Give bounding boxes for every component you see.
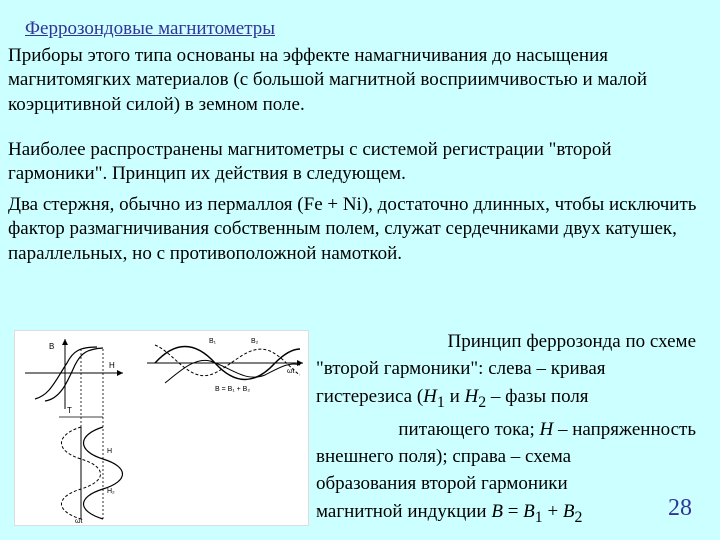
b-axis-label: B: [49, 342, 55, 351]
caption-line-1: Принцип феррозонда по схеме: [447, 331, 696, 352]
caption-line-3: гистерезиса ($H_1$ и $H_2$ – фазы поля: [316, 385, 589, 411]
omega-t-left: ωt: [75, 518, 83, 525]
hysteresis-curve: [35, 347, 103, 401]
b1-label: B₁: [209, 338, 217, 345]
slide-title: Феррозондовые магнитометры: [25, 18, 275, 39]
caption-line-2: "второй гармоники": слева – кривая: [316, 358, 606, 380]
caption-line-7: магнитной индукции $B = B_1 + B_2$: [316, 500, 583, 526]
period-label: T: [67, 406, 72, 415]
bsum-label: B = B₁ + B₂: [215, 386, 251, 393]
bsum-wave: [165, 360, 300, 383]
caption-line-4: питающего тока; H – напряженность: [398, 418, 696, 440]
caption-line-5: внешнего поля); справа – схема: [316, 445, 572, 467]
h-axis-label: H: [109, 361, 115, 370]
paragraph-3: Два стержня, обычно из пермаллоя (Fe + Ni), достаточно длинных, чтобы исключить фактор размагничивания собственным полем, служат сердечниками двух катушек, параллельных, но с противоположной намоткой.: [8, 194, 697, 264]
caption-line-6: образования второй гармоники: [316, 473, 568, 495]
h-label: H: [107, 448, 113, 455]
page-number: 28: [668, 495, 692, 521]
figure-caption: [316, 328, 696, 531]
b2-label: B₂: [251, 338, 259, 345]
omega-t-right: ωt: [287, 368, 295, 375]
fluxgate-diagram-svg: [15, 331, 308, 525]
h2-label: H₂: [107, 488, 115, 495]
paragraph-1: Приборы этого типа основаны на эффекте намагничивания до насыщения магнитомягких материалов (с большой магнитной восприимчивостью и малой коэрцитивной силой) в земном поле.: [8, 45, 648, 115]
paragraph-2: Наиболее распространены магнитометры с системой регистрации "второй гармоники". Принцип их действия в следующем.: [8, 139, 612, 185]
fluxgate-diagram: [14, 330, 309, 526]
